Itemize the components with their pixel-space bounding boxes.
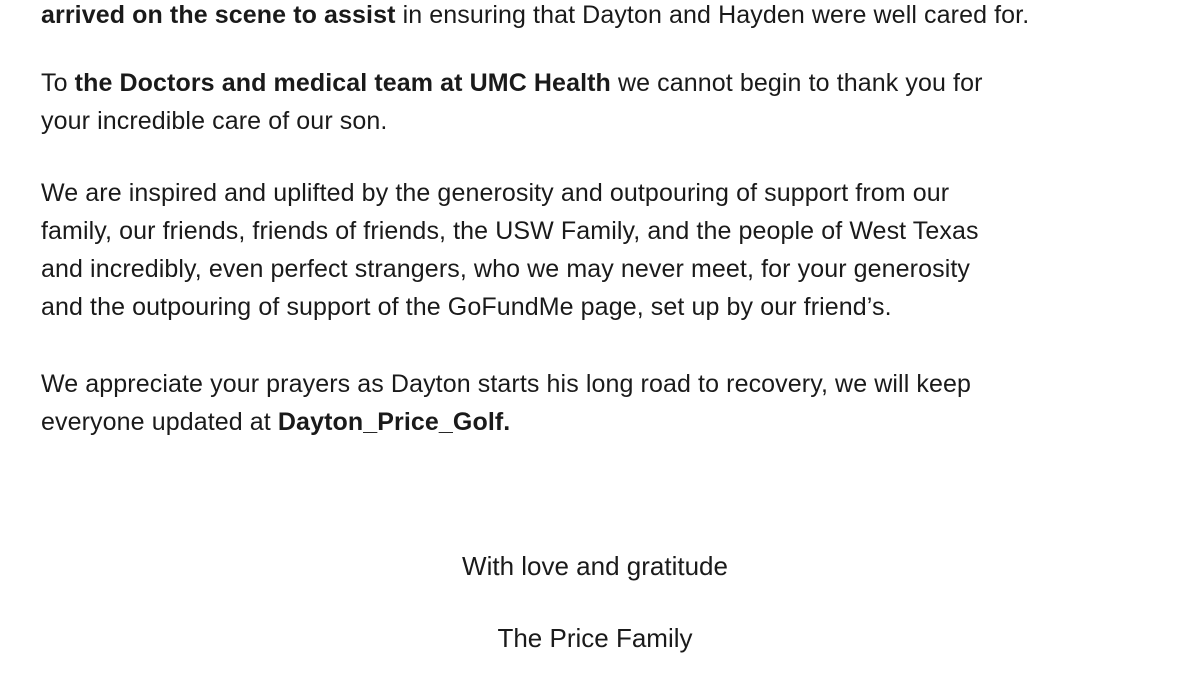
paragraph-prayers bbox=[41, 365, 1181, 441]
paragraph-line: and incredibly, even perfect strangers, who we may never meet, for your generosity bbox=[41, 255, 971, 283]
body-text: To bbox=[41, 69, 75, 97]
paragraph-line: We are inspired and uplifted by the generosity and outpouring of support from our bbox=[41, 179, 950, 207]
bold-text: Dayton_Price_Golf. bbox=[277, 408, 511, 436]
paragraph-support bbox=[41, 174, 1181, 326]
paragraph-line bbox=[41, 0, 1181, 34]
paragraph-assist bbox=[41, 0, 1181, 34]
paragraph-doctors bbox=[41, 64, 1181, 140]
body-text: everyone updated at bbox=[41, 408, 278, 436]
body-text: we cannot begin to thank you for bbox=[610, 69, 983, 97]
paragraph-line bbox=[41, 64, 1181, 102]
paragraph-line bbox=[41, 403, 1181, 441]
paragraph-line: family, our friends, friends of friends, the USW Family, and the people of West Texas bbox=[41, 217, 979, 245]
bold-text: arrived on the scene to assist bbox=[41, 1, 396, 29]
paragraph-line: We appreciate your prayers as Dayton starts his long road to recovery, we will keep bbox=[41, 370, 972, 398]
body-text: in ensuring that Dayton and Hayden were well cared for. bbox=[395, 1, 1030, 29]
paragraph-line: your incredible care of our son. bbox=[41, 107, 388, 135]
bold-text: the Doctors and medical team at UMC Health bbox=[74, 69, 611, 97]
signature-line: The Price Family bbox=[497, 623, 693, 653]
paragraph-line: and the outpouring of support of the GoFundMe page, set up by our friend’s. bbox=[41, 293, 892, 321]
closing-line: With love and gratitude bbox=[462, 551, 728, 581]
